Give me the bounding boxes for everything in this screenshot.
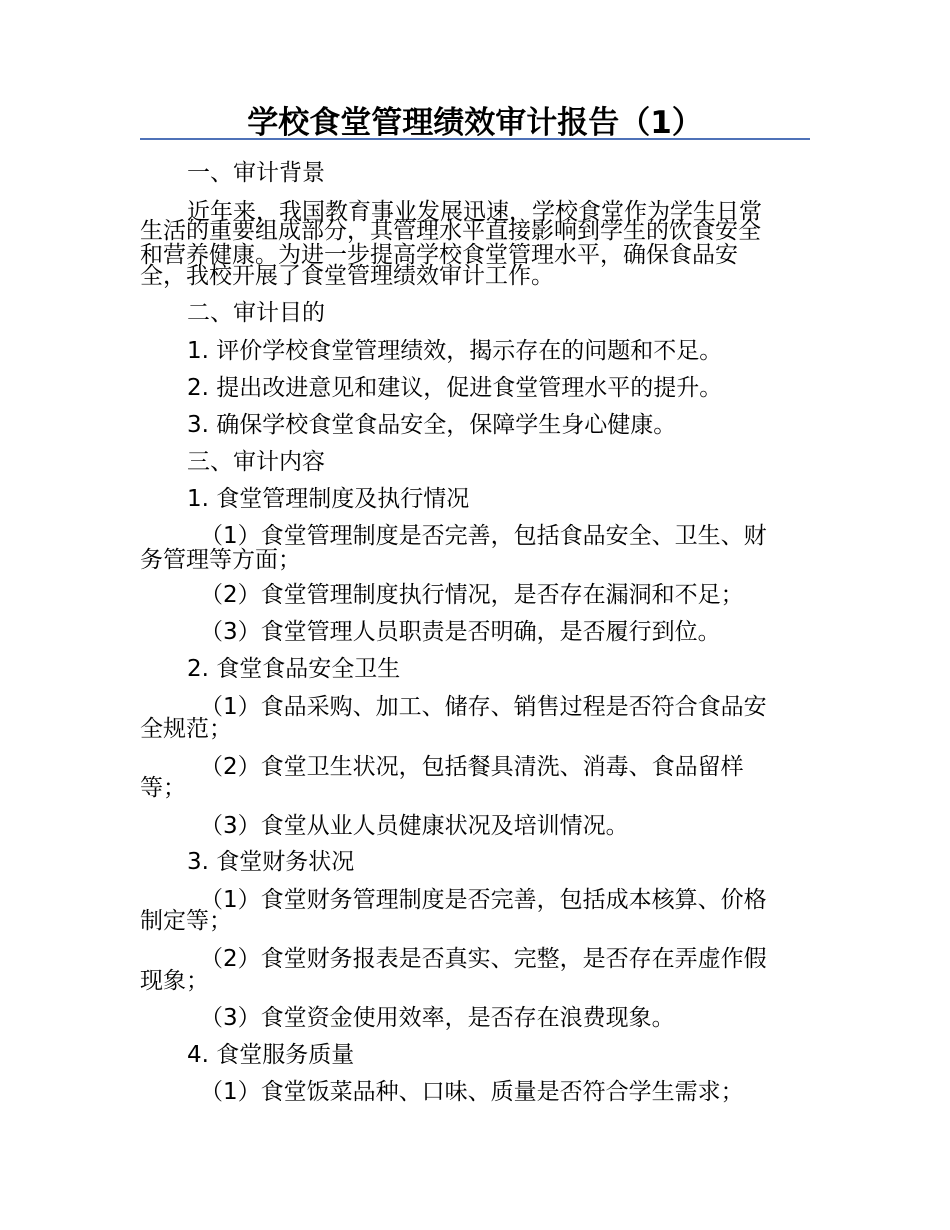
subsection-heading: 3. 食堂财务状况: [187, 849, 355, 875]
list-item: （1）食堂财务管理制度是否完善，包括成本核算、价格: [200, 887, 767, 913]
list-item: （3）食堂管理人员职责是否明确，是否履行到位。: [200, 619, 721, 645]
list-item: （1）食品采购、加工、储存、销售过程是否符合食品安: [200, 694, 767, 720]
list-item: （2）食堂卫生状况，包括餐具清洗、消毒、食品留样: [200, 754, 744, 780]
document-title: 学校食堂管理绩效审计报告（1）: [247, 105, 703, 141]
subsection-heading: 2. 食堂食品安全卫生: [187, 656, 401, 682]
list-item: （3）食堂从业人员健康状况及培训情况。: [200, 813, 629, 839]
list-item-continuation: 制定等；: [140, 908, 232, 934]
list-item: （1）食堂管理制度是否完善，包括食品安全、卫生、财: [200, 523, 767, 549]
list-item: 3. 确保学校食堂食品安全，保障学生身心健康。: [187, 412, 677, 438]
section-heading-content: 三、审计内容: [187, 449, 325, 475]
paragraph-line: 全，我校开展了食堂管理绩效审计工作。: [140, 263, 554, 289]
paragraph-line: 和营养健康。为进一步提高学校食堂管理水平，确保食品安: [140, 242, 738, 268]
list-item: （3）食堂资金使用效率，是否存在浪费现象。: [200, 1005, 675, 1031]
subsection-heading: 1. 食堂管理制度及执行情况: [187, 486, 470, 512]
title-underline: [140, 138, 810, 140]
list-item: 1. 评价学校食堂管理绩效，揭示存在的问题和不足。: [187, 338, 723, 364]
list-item: （2）食堂财务报表是否真实、完整，是否存在弄虚作假: [200, 946, 767, 972]
paragraph-line: 近年来，我国教育事业发展迅速，学校食堂作为学生日常: [187, 199, 762, 225]
paragraph-line: 生活的重要组成部分，其管理水平直接影响到学生的饮食安全: [140, 218, 761, 244]
subsection-heading: 4. 食堂服务质量: [187, 1042, 355, 1068]
list-item-continuation: 现象；: [140, 968, 209, 994]
list-item: 2. 提出改进意见和建议，促进食堂管理水平的提升。: [187, 375, 723, 401]
list-item-continuation: 全规范；: [140, 716, 232, 742]
section-heading-background: 一、审计背景: [187, 160, 325, 186]
list-item: （1）食堂饭菜品种、口味、质量是否符合学生需求；: [200, 1079, 744, 1105]
section-heading-purpose: 二、审计目的: [187, 300, 325, 326]
list-item: （2）食堂管理制度执行情况，是否存在漏洞和不足；: [200, 582, 744, 608]
list-item-continuation: 等；: [140, 775, 186, 801]
list-item-continuation: 务管理等方面；: [140, 547, 301, 573]
